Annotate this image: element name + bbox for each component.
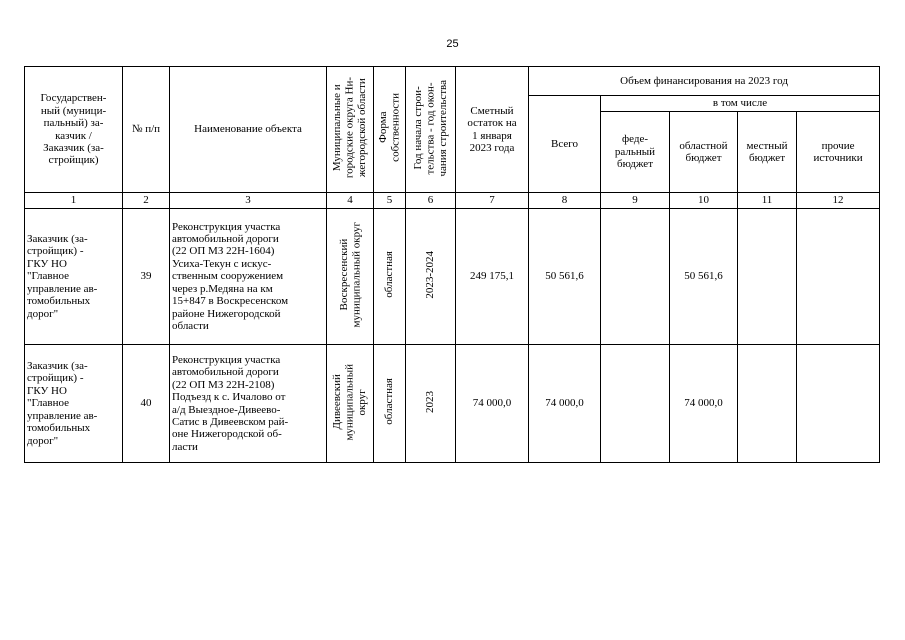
colnum-7: 7 — [456, 193, 529, 209]
colnum-10: 10 — [670, 193, 738, 209]
row-federal — [601, 209, 670, 345]
financing-table — [24, 66, 880, 463]
table-body — [25, 209, 880, 463]
colnum-11: 11 — [738, 193, 797, 209]
row-federal — [601, 345, 670, 463]
row-customer: Заказчик (за- стройщик) - ГКУ НО "Главное управление ав- томобильных дорог" — [25, 209, 123, 345]
header-ownership: Форма собственности — [374, 67, 406, 193]
row-num: 39 — [123, 209, 170, 345]
row-num: 40 — [123, 345, 170, 463]
header-federal: феде- ральный бюджет — [601, 112, 670, 193]
colnum-2: 2 — [123, 193, 170, 209]
row-total: 74 000,0 — [529, 345, 601, 463]
colnum-3: 3 — [170, 193, 327, 209]
header-estimate: Сметный остаток на 1 января 2023 года — [456, 67, 529, 193]
colnum-8: 8 — [529, 193, 601, 209]
row-local — [738, 209, 797, 345]
colnum-1: 1 — [25, 193, 123, 209]
table-row — [25, 345, 880, 463]
header-financing: Объем финансирования на 2023 год — [529, 67, 880, 96]
row-regional: 50 561,6 — [670, 209, 738, 345]
row-municipal: Воскресенский муниципальный округ — [327, 209, 374, 345]
row-other — [797, 345, 880, 463]
header-customer: Государствен- ный (муници- пальный) за- казчик / Заказчик (за- стройщик) — [25, 67, 123, 193]
colnum-5: 5 — [374, 193, 406, 209]
page-number: 25 — [446, 38, 459, 50]
row-years: 2023-2024 — [406, 209, 456, 345]
table-row — [25, 209, 880, 345]
header-municipal: Муниципальные и городские округа Ни- жегородской области — [327, 67, 374, 193]
header-other: прочие источники — [797, 112, 880, 193]
row-total: 50 561,6 — [529, 209, 601, 345]
table-header — [25, 67, 880, 209]
row-other — [797, 209, 880, 345]
row-years: 2023 — [406, 345, 456, 463]
row-regional: 74 000,0 — [670, 345, 738, 463]
row-customer: Заказчик (за- стройщик) - ГКУ НО "Главное управление ав- томобильных дорог" — [25, 345, 123, 463]
row-estimate: 74 000,0 — [456, 345, 529, 463]
row-local — [738, 345, 797, 463]
colnum-4: 4 — [327, 193, 374, 209]
row-ownership: областная — [374, 209, 406, 345]
header-years: Год начала строи- тельства - год окон- чания строительства — [406, 67, 456, 193]
colnum-12: 12 — [797, 193, 880, 209]
colnum-9: 9 — [601, 193, 670, 209]
header-object-name: Наименование объекта — [170, 67, 327, 193]
row-ownership: областная — [374, 345, 406, 463]
colnum-6: 6 — [406, 193, 456, 209]
row-municipal: Дивеевский муниципальный округ — [327, 345, 374, 463]
row-object: Реконструкция участка автомобильной дороги (22 ОП МЗ 22Н-1604) Усиха-Текун с искус- ственным сооружением через р.Медяна на км 15+847 в Воскресенском районе Нижегородской области — [170, 209, 327, 345]
header-regional: областной бюджет — [670, 112, 738, 193]
header-total: Всего — [529, 96, 601, 193]
header-including: в том числе — [601, 96, 880, 112]
header-num: № п/п — [123, 67, 170, 193]
row-estimate: 249 175,1 — [456, 209, 529, 345]
column-numbers-row — [25, 193, 880, 209]
header-local: местный бюджет — [738, 112, 797, 193]
row-object: Реконструкция участка автомобильной дороги (22 ОП МЗ 22Н-2108) Подъезд к с. Ичалово от а/д Выездное-Дивеево- Сатис в Дивеевском рай- оне Нижегородской об- ласти — [170, 345, 327, 463]
